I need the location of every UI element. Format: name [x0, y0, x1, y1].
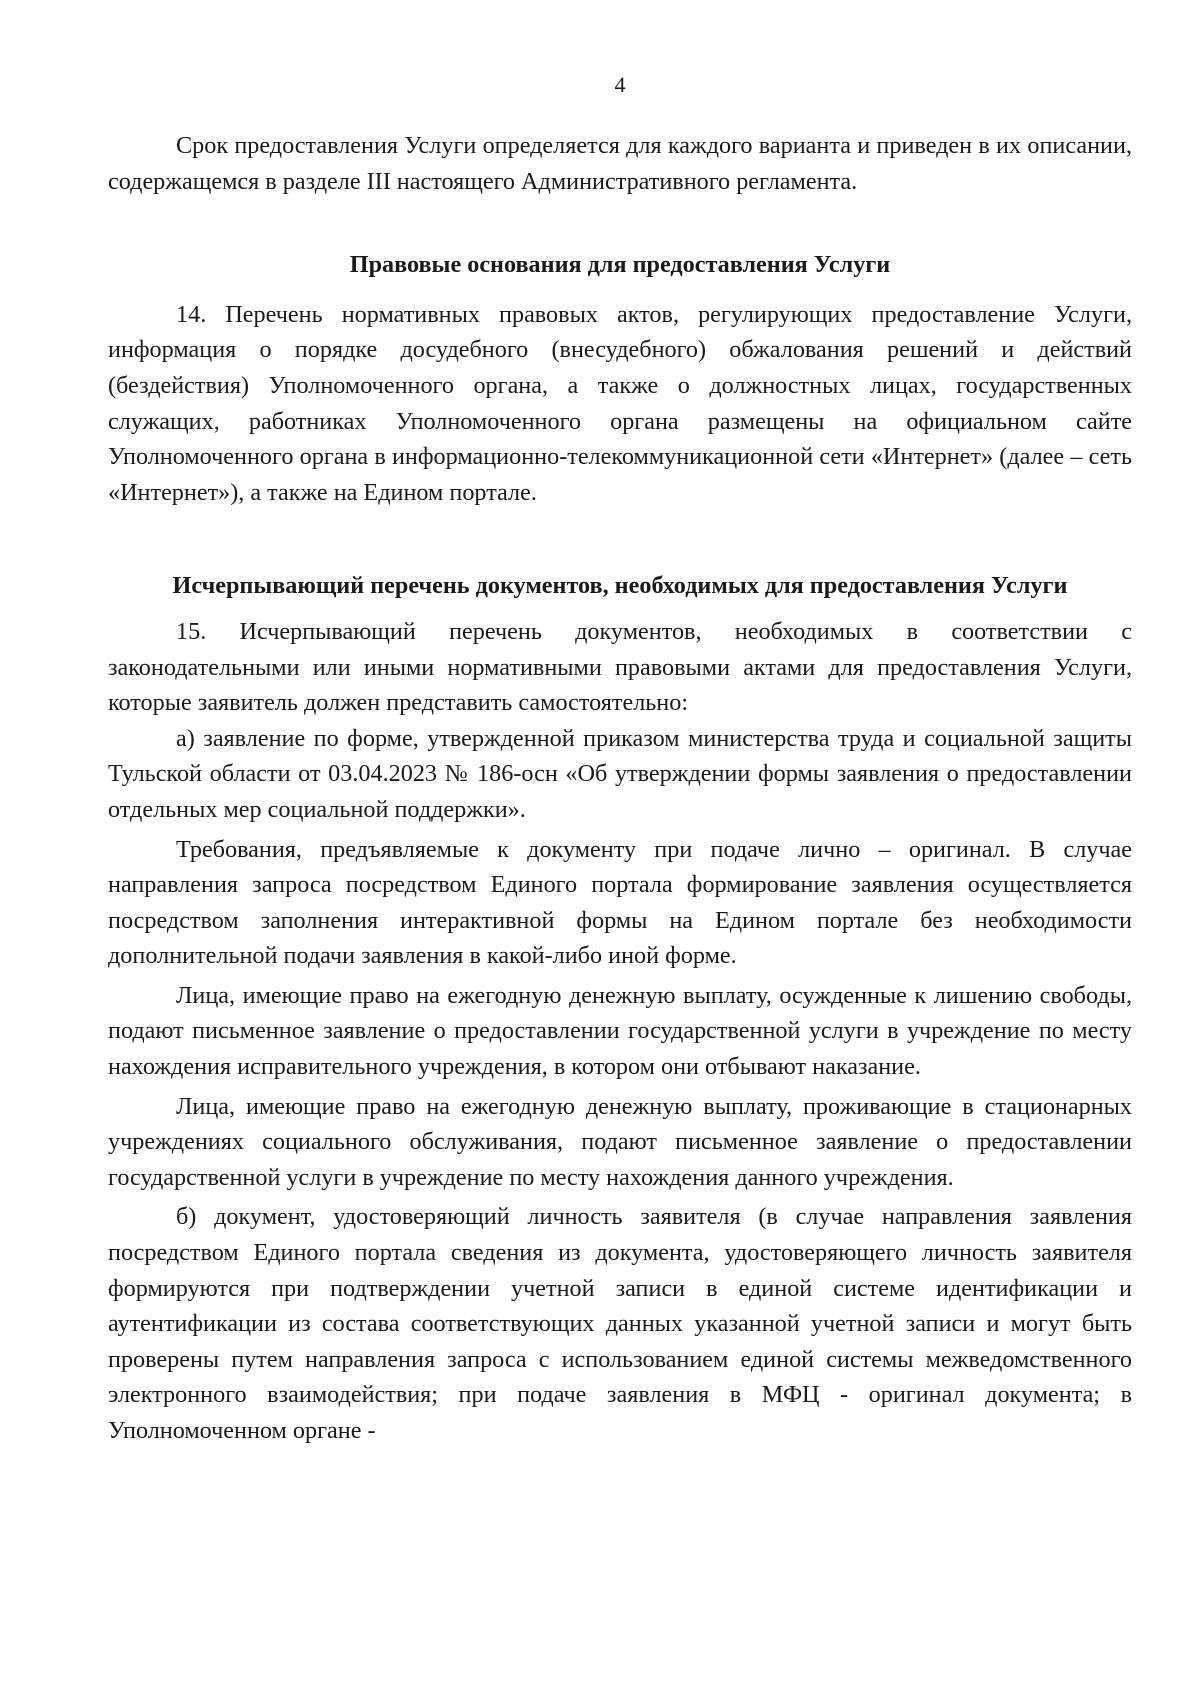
- paragraph-14: 14. Перечень нормативных правовых актов, регулирующих предоставление Услуги, информация о порядке досудебного (внесудебного) обжалования решений и действий (бездействия) Уполномоченного органа, а также о должностных лицах, государственных служащих, работниках Уполномоченного органа размещены на официальном сайте Уполномоченного органа в информационно-телекоммуникационной сети «Интернет» (далее – сеть «Интернет»), а также на Едином портале.: [108, 300, 1132, 506]
- heading-documents-list: Исчерпывающий перечень документов, необходимых для предоставления Услуги: [172, 572, 1068, 600]
- paragraph-requirements: Требования, предъявляемые к документу при подаче лично – оригинал. В случае направления запроса посредством Единого портала формирование заявления осуществляется посредством заполнения интерактивной формы на Едином портале без необходимости дополнительной подачи заявления в какой-либо иной форме.: [108, 835, 1132, 970]
- list-item-a: а) заявление по форме, утвержденной приказом министерства труда и социальной защиты Тульской области от 03.04.2023 № 186-осн «Об утверждении формы заявления о предоставлении отдельных мер социальной поддержки».: [108, 724, 1132, 823]
- document-body: [108, 128, 1132, 1449]
- paragraph-15: 15. Исчерпывающий перечень документов, необходимых в соответствии с законодательными или иными нормативными правовыми актами для предоставления Услуги, которые заявитель должен представить самостоятельно:: [108, 617, 1132, 717]
- list-item-b: б) документ, удостоверяющий личность заявителя (в случае направления заявления посредством Единого портала сведения из документа, удостоверяющего личность заявителя формируются при подтверждении учетной записи в единой системе идентификации и аутентификации из состава соответствующих данных указанной учетной записи и могут быть проверены путем направления запроса с использованием единой системы межведомственного электронного взаимодействия; при подаче заявления в МФЦ - оригинал документа; в Уполномоченном органе -: [108, 1203, 1132, 1444]
- page-number: 4: [614, 72, 626, 97]
- paragraph-service-term: Срок предоставления Услуги определяется для каждого варианта и приведен в их описании, содержащемся в разделе III настоящего Административного регламента.: [108, 132, 1132, 195]
- paragraph-convicted-persons: Лица, имеющие право на ежегодную денежную выплату, осужденные к лишению свободы, подают письменное заявление о предоставлении государственной услуги в учреждение по месту нахождения исправительного учреждения, в котором они отбывают наказание.: [108, 981, 1132, 1081]
- heading-legal-grounds: Правовые основания для предоставления Услуги: [349, 251, 891, 279]
- paragraph-care-residents: Лица, имеющие право на ежегодную денежную выплату, проживающие в стационарных учреждениях социального обслуживания, подают письменное заявление о предоставлении государственной услуги в учреждение по месту нахождения данного учреждения.: [108, 1092, 1132, 1191]
